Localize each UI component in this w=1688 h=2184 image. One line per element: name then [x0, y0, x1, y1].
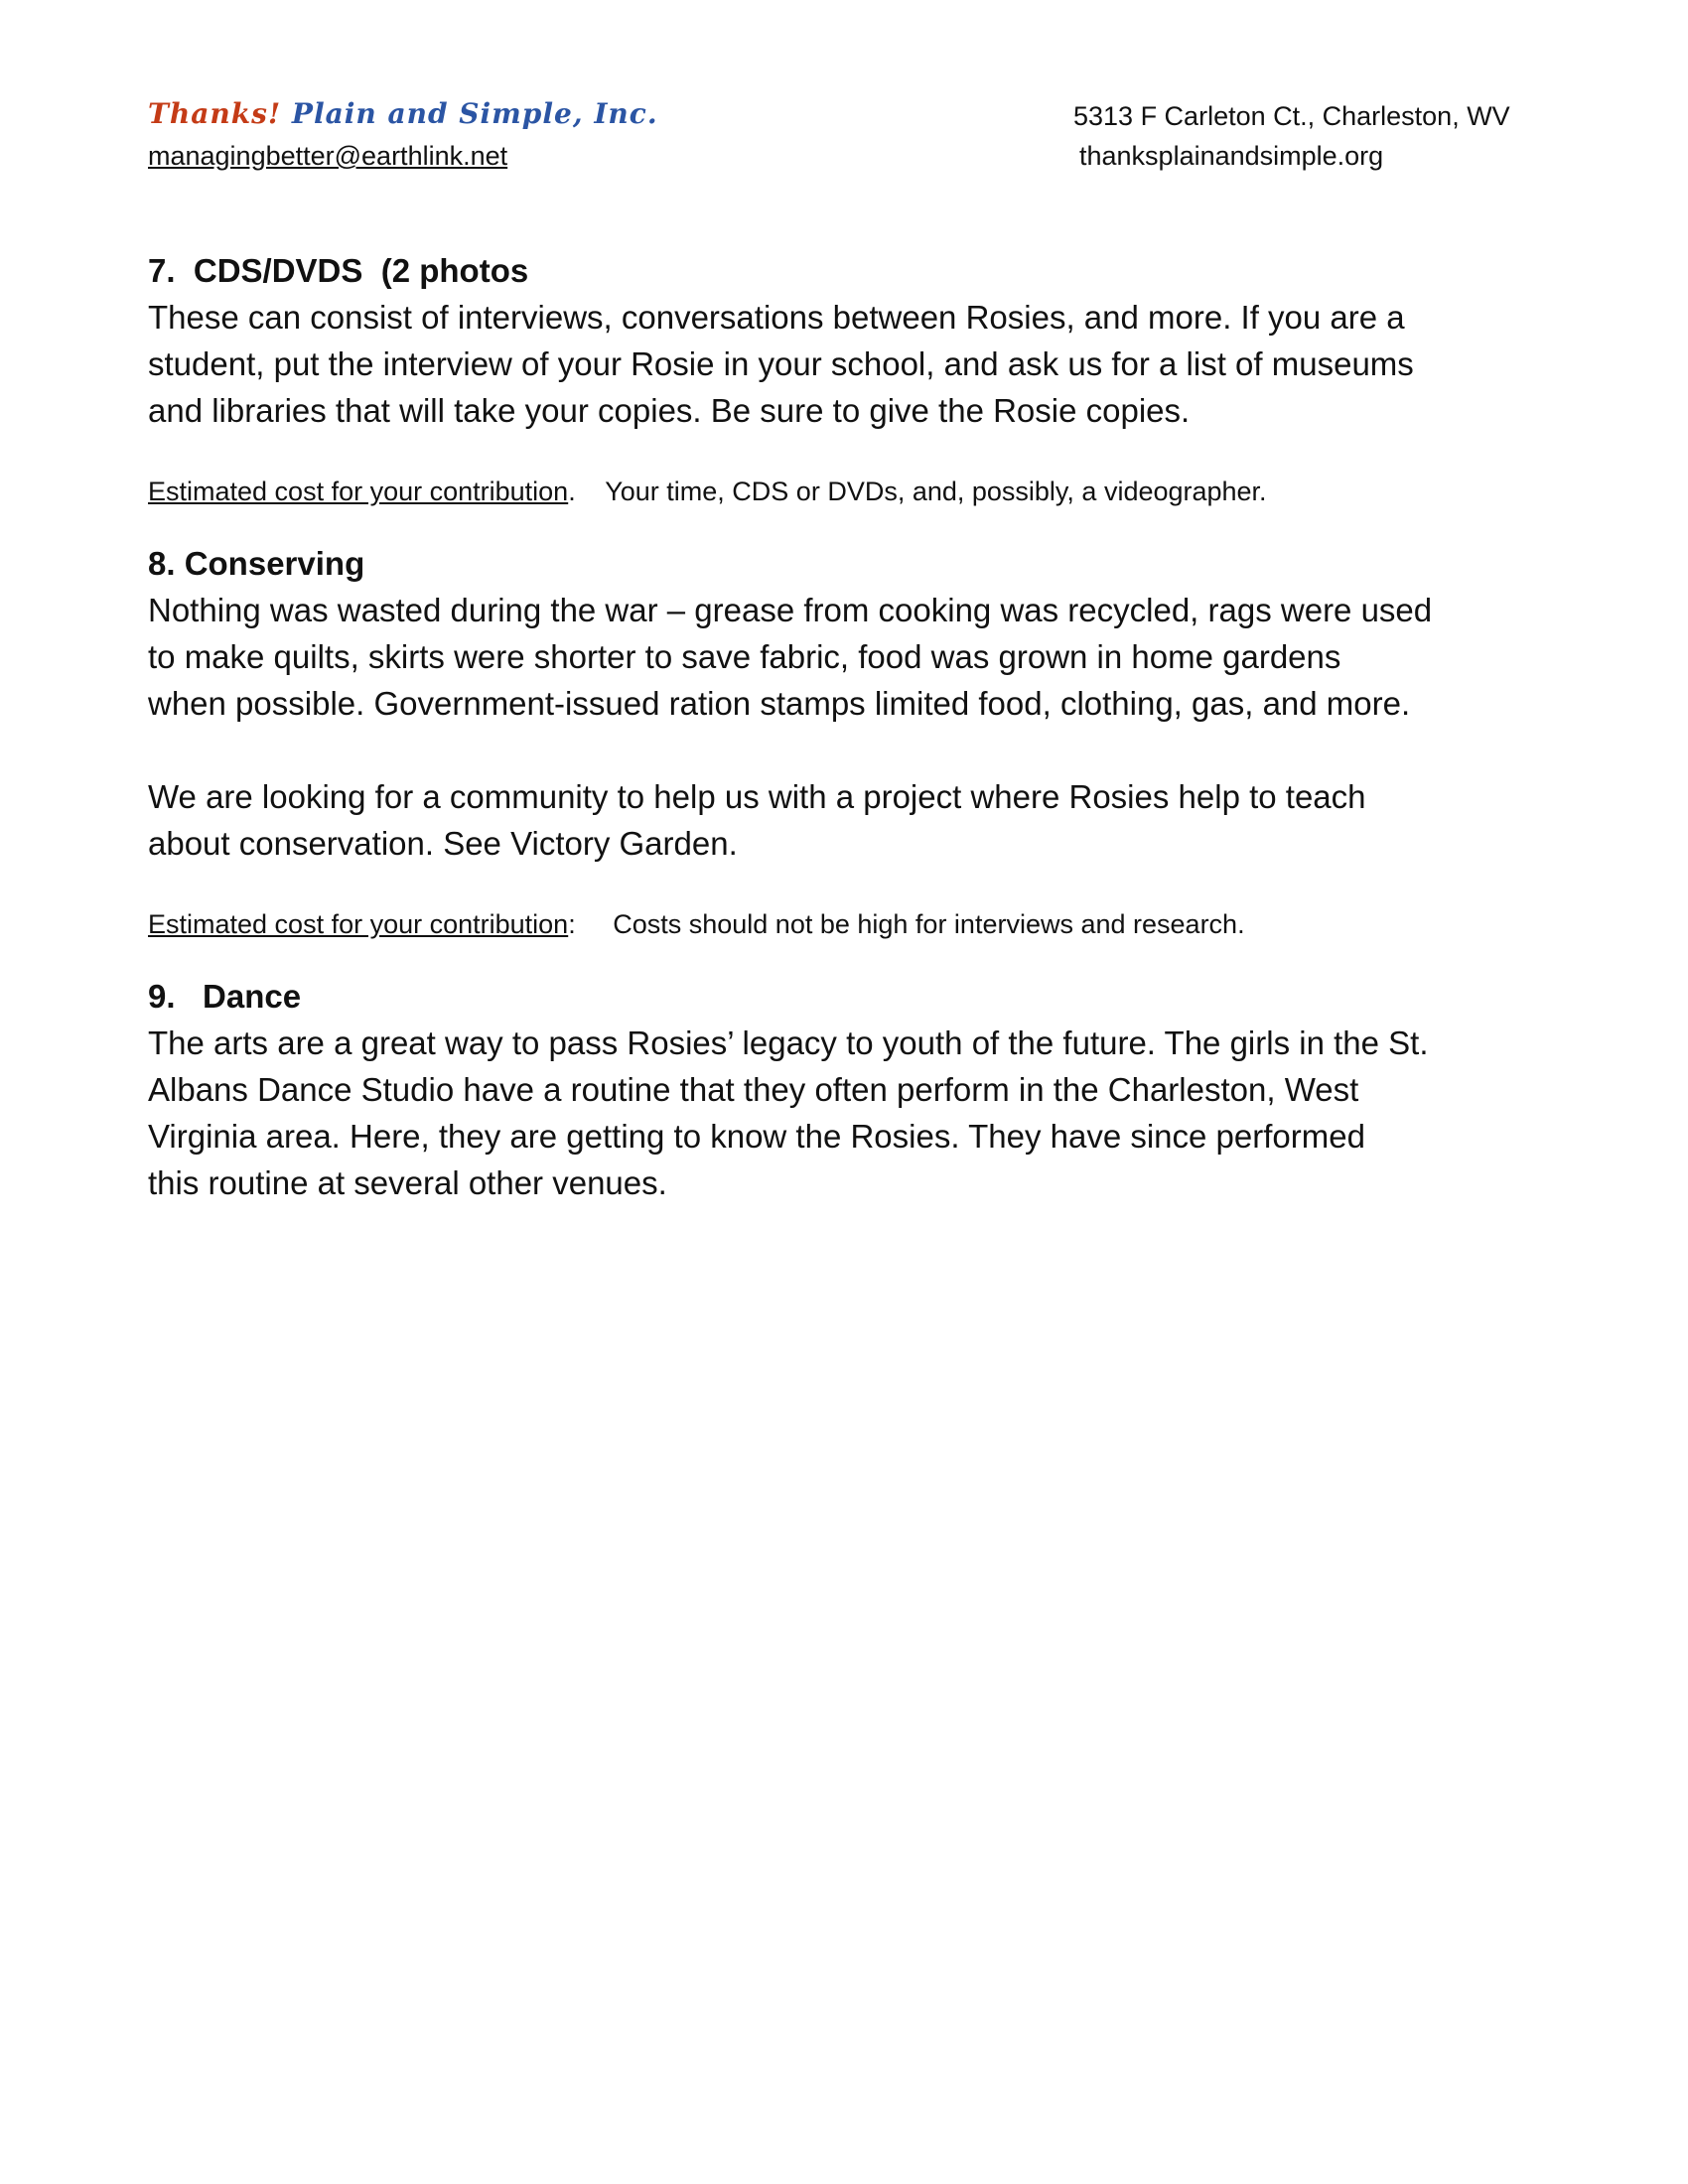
logo-name-text: Plain and Simple, Inc.: [281, 97, 658, 130]
estimated-cost-label: Estimated cost for your contribution: [148, 477, 569, 506]
street-address: 5313 F Carleton Ct., Charleston, WV: [1073, 101, 1510, 131]
estimated-cost-line: [148, 904, 1558, 944]
estimated-cost-label: Estimated cost for your contribution: [148, 909, 569, 939]
section-paragraph: We are looking for a community to help us with a project where Rosies help to teach about conservation. See Victory Garden.: [148, 778, 1366, 862]
estimated-cost-separator: :: [568, 909, 576, 939]
logo-thanks-text: Thanks!: [148, 97, 282, 130]
estimated-cost-line: [148, 472, 1558, 511]
section-paragraph: The arts are a great way to pass Rosies’ legacy to youth of the future. The girls in the St. Albans Dance Studio have a routine that they often perform in the Charleston, West Virginia area. Here, they are getting to know the Rosies. They have since performed this routine at several other venues.: [148, 1024, 1429, 1201]
section-conserving: [148, 541, 1558, 944]
document-body: [148, 248, 1558, 1236]
section-cds-dvds: [148, 248, 1558, 511]
paragraph-gap: [148, 727, 1558, 773]
estimated-cost-separator: .: [568, 477, 576, 506]
organization-logo: [148, 97, 658, 130]
section-paragraph: Nothing was wasted during the war – grease from cooking was recycled, rags were used to make quilts, skirts were shorter to save fabric, food was grown in home gardens when possible. Government-issued ration stamps limited food, clothing, gas, and more.: [148, 592, 1433, 722]
letterhead: [148, 97, 1538, 177]
section-paragraph: These can consist of interviews, conversations between Rosies, and more. If you are a student, put the interview of your Rosie in your school, and ask us for a list of museums and libraries that will take your copies. Be sure to give the Rosie copies.: [148, 299, 1414, 429]
website-address: thanksplainandsimple.org: [1079, 141, 1384, 171]
estimated-cost-text: Costs should not be high for interviews and research.: [575, 909, 1245, 939]
section-title: 8. Conserving: [148, 545, 365, 582]
estimated-cost-text: Your time, CDS or DVDs, and, possibly, a videographer.: [575, 477, 1267, 506]
section-title: 7. CDS/DVDS (2 photos: [148, 252, 529, 289]
section-title: 9. Dance: [148, 978, 302, 1015]
contact-email[interactable]: managingbetter@earthlink.net: [148, 141, 508, 171]
section-dance: [148, 974, 1558, 1206]
